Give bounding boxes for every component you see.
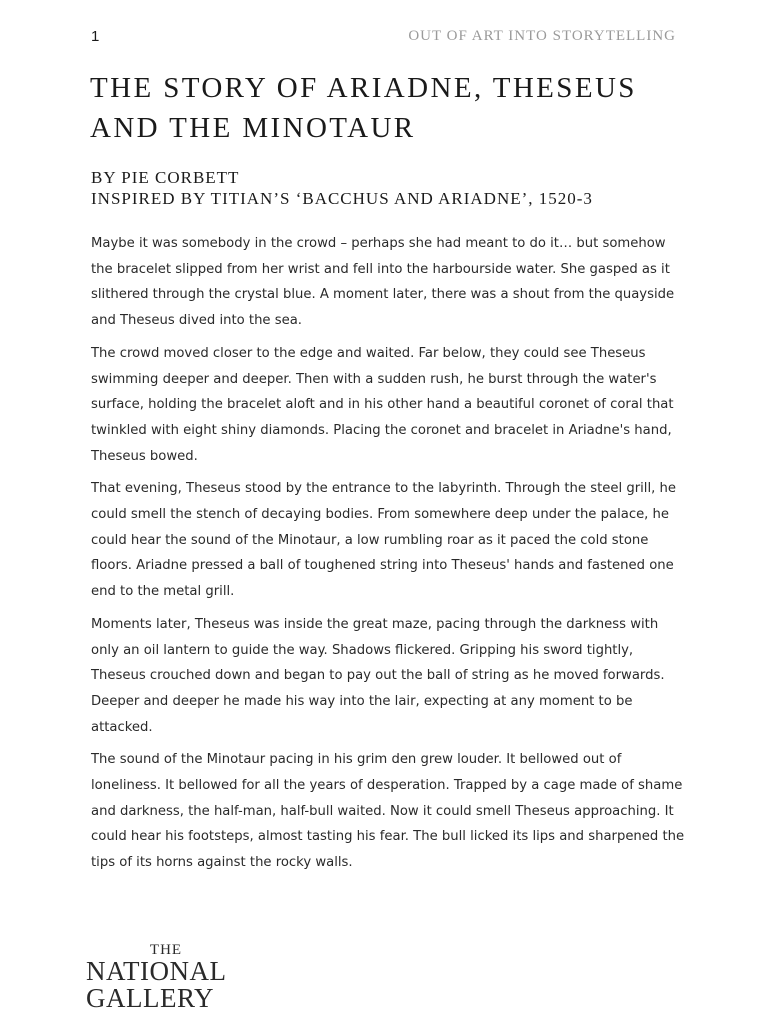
paragraph: That evening, Theseus stood by the entrance to the labyrinth. Through the steel grill, he could smell the stench of decaying bodies. From somewhere deep under the palace, he could hear the sound of the Minotaur, a low rumbling roar as it paced the cold stone floors. Ariadne pressed a ball of toughened string into Theseus' hands and fastened one end to the metal grill. (91, 481, 676, 600)
national-gallery-logo (86, 942, 246, 1012)
inspiration-line: INSPIRED BY TITIAN’S ‘BACCHUS AND ARIADNE’, 1520-3 (91, 189, 593, 208)
story-title: THE STORY OF ARIADNE, THESEUS AND THE MINOTAUR (90, 72, 637, 144)
byline (91, 167, 593, 209)
paragraph: Moments later, Theseus was inside the great maze, pacing through the darkness with only an oil lantern to guide the way. Shadows flickered. Gripping his sword tightly, Theseus crouched down and began to pay out the ball of string as he moved forwards. Deeper and deeper he made his way into the lair, expecting at any moment to be attacked. (91, 616, 665, 735)
paragraph: The sound of the Minotaur pacing in his grim den grew louder. It bellowed out of loneliness. It bellowed for all the years of desperation. Trapped by a cage made of shame and darkness, the half-man, half-bull waited. Now it could smell Theseus approaching. It could hear his footsteps, almost tasting his fear. The bull licked its lips and sharpened the tips of its horns against the rocky walls. (91, 752, 685, 871)
paragraph: Maybe it was somebody in the crowd – perhaps she had meant to do it… but somehow the bracelet slipped from her wrist and fell into the harbourside water. She gasped as it slithered through the crystal blue. A moment later, there was a shout from the quayside and Theseus dived into the sea. (91, 236, 675, 329)
paragraph: The crowd moved closer to the edge and waited. Far below, they could see Theseus swimming deeper and deeper. Then with a sudden rush, he burst through the water's surface, holding the bracelet aloft and in his other hand a beautiful coronet of coral that twinkled with eight shiny diamonds. Placing the coronet and bracelet in Ariadne's hand, Theseus bowed. (91, 345, 674, 464)
logo-the: THE (149, 942, 183, 958)
logo-national: NATIONAL (86, 956, 227, 986)
logo-gallery: GALLERY (86, 983, 214, 1013)
running-header: OUT OF ART INTO STORYTELLING (408, 28, 676, 44)
page-number: 1 (91, 28, 100, 45)
author-line: BY PIE CORBETT (91, 168, 240, 187)
story-body (91, 231, 687, 883)
